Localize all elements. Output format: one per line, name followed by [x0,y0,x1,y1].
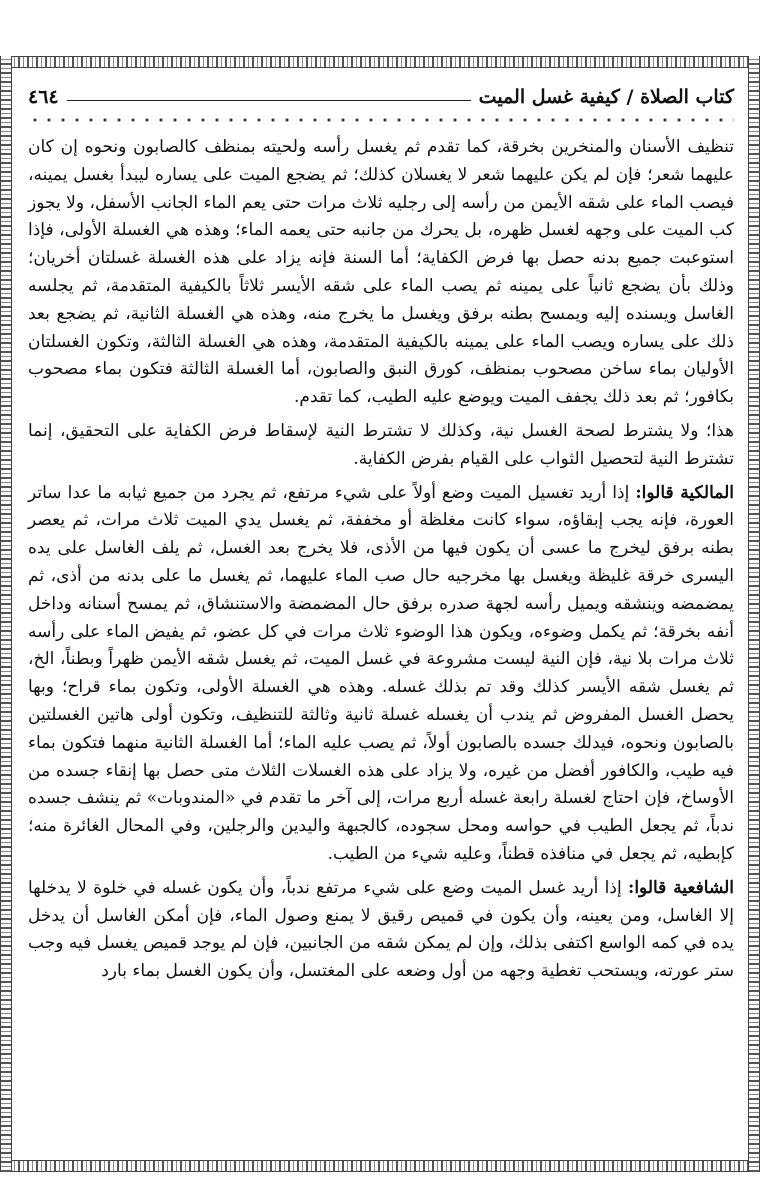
left-ornamental-border [0,56,12,1172]
paragraph-2-text: هذا؛ ولا يشترط لصحة الغسل نية، وكذلك لا تشترط النية لإسقاط فرض الكفاية على التحقيق، إنما تشترط النية لتحصيل الثواب على القيام بفرض الكفاية. [28,420,734,469]
header-rule [67,100,471,101]
body-text [28,134,734,986]
paragraph-2 [28,418,734,474]
dotted-divider [28,116,734,124]
paragraph-shafii [28,875,734,986]
top-ornamental-border [0,56,760,68]
right-ornamental-border [748,56,760,1172]
running-header [28,82,734,108]
paragraph-1-text: تنظيف الأسنان والمنخرين بخرقة، كما تقدم ثم يغسل رأسه ولحيته بمنظف كالصابون ونحوه إن كان عليهما شعر؛ فإن لم يكن عليهما شعر لا يغسلان كذلك؛ ثم يضجع الميت على يساره ليبدأ بغسل يمينه، فيصب الماء على شقه الأيمن من رأسه إلى رجليه ثلاث مرات حتى يعم الماء الجانب الأسفل، ولا يجوز كب الميت على وجهه لغسل ظهره، بل يحرك من جانبه حتى يعمه الماء؛ وهذه هي الغسلة الأولى، فإذا استوعبت جميع بدنه حصل بها فرض الكفاية؛ أما السنة فإنه يزاد على هذه الغسلة غسلتان أخريان؛ وذلك بأن يضجع ثانياً على يمينه ثم يصب الماء على شقه الأيسر ثلاثاً بالكيفية المتقدمة، ثم يجلسه الغاسل ويسنده إليه ويمسح بطنه برفق ويغسل ما يخرج منه، وهذه هي الغسلة الثانية، ثم يضجع بعد ذلك على يساره ويصب الماء على يمينه بالكيفية المتقدمة، وهذه هي الغسلة الثالثة، وتكون الغسلتان الأوليان بماء ساخن مصحوب بمنظف، كورق النبق والصابون، أما الغسلة الثالثة فتكون بماء مصحوب بكافور؛ ثم بعد ذلك يجفف الميت ويوضع عليه الطيب، كما تقدم. [28,137,734,408]
school-heading-shafii: الشافعية قالوا: [628,877,735,898]
paragraph-maliki [28,480,734,869]
chapter-title: كتاب الصلاة / كيفية غسل الميت [478,86,734,108]
paragraph-maliki-text: إذا أريد تغسيل الميت وضع أولاً على شيء مرتفع، ثم يجرد من جميع ثيابه ما عدا ساتر العورة، فإنه يجب إبقاؤه، سواء كانت مغلظة أو مخففة، ثم يغسل يدي الميت ثلاث مرات، ثم يعصر بطنه برفق ليخرج ما عسى أن يكون فيها من الأذى، فلا يخرج بعد الغسل، ثم يلف الغاسل على يده اليسرى خرقة غليظة ويغسل بها مخرجيه حال صب الماء عليهما، ثم يغسل ما على بدنه من أذى، ثم يمضمضه وينشقه ويميل رأسه لجهة صدره برفق حال المضمضة والاستنشاق، ثم يمسح أسنانه وداخل أنفه بخرقة؛ ثم يكمل وضوءه، ويكون هذا الوضوء ثلاث مرات في كل عضو، ثم يفيض الماء على رأسه ثلاث مرات بلا نية، فإن النية ليست مشروعة في غسل الميت، ثم يغسل شقه الأيمن ظهراً وبطناً، الخ، ثم يغسل شقه الأيسر كذلك وقد تم بذلك غسله. وهذه هي الغسلة الأولى، وتكون بماء قراح؛ وبها يحصل الغسل المفروض ثم يندب أن يغسله غسلة ثانية وثالثة للتنظيف، وتكون أولى هاتين الغسلتين بالصابون ونحوه، فيدلك جسده بالصابون أولاً، ثم يصب عليه الماء؛ أما الغسلة الثانية منهما فتكون بماء فيه طيب، والكافور أفضل من غيره، ولا يزاد على هذه الغسلات الثلاث متى حصل بها إنقاء جسده من الأوساخ، فإن احتاج لغسلة رابعة غسله أربع مرات، إلى آخر ما تقدم في «المندوبات» ثم ينشف جسده ندباً، ثم يجعل الطيب في حواسه ومحل سجوده، كالجبهة واليدين والرجلين، وفي المحال الغائرة منه؛ كإبطيه، ثم يجعل في منافذه قطناً، وعليه شيء من الطيب. [28,482,734,864]
page-content [28,82,734,986]
bottom-ornamental-border [0,1160,760,1172]
school-heading-maliki: المالكية قالوا: [635,482,734,503]
page-number: ٤٦٤ [28,86,59,108]
paragraph-shafii-text: إذا أريد غسل الميت وضع على شيء مرتفع ندباً، وأن يكون غسله في خلوة لا يدخلها إلا الغاسل، ومن يعينه، وأن يكون في قميص رقيق لا يمنع وصول الماء، فإن أمكن الغاسل أن يدخل يده في كمه الواسع اكتفى بذلك، وإن لم يمكن شقه من الجانبين، فإن لم يوجد قميص يغسل فيه وجب ستر عورته، ويستحب تغطية وجهه من أول وضعه على المغتسل، وأن يكون الغسل بماء بارد [28,877,734,982]
paragraph-1 [28,134,734,412]
